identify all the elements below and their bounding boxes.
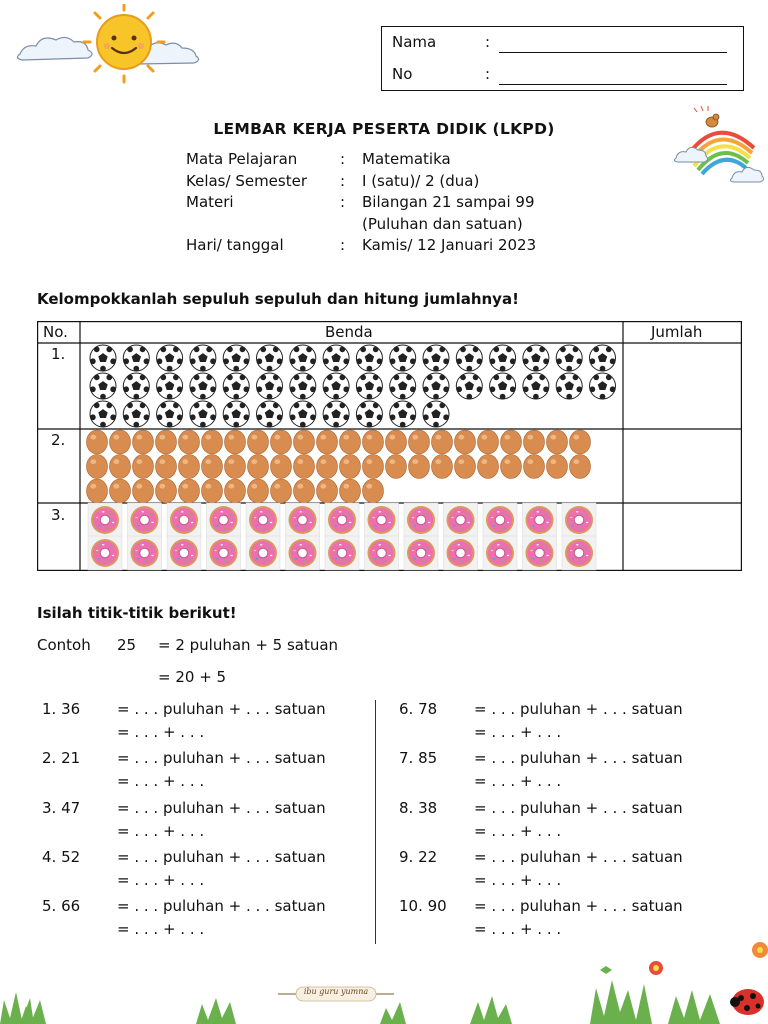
donut-icon [88, 503, 122, 537]
egg-icon [271, 479, 292, 503]
no-colon: : [485, 65, 491, 83]
soccer-ball-icon [556, 373, 582, 400]
material-value-2: (Puluhan dan satuan) [362, 215, 523, 233]
egg-icon [547, 430, 568, 454]
soccer-ball-icon [423, 401, 449, 428]
soccer-ball-icon [556, 345, 582, 372]
soccer-ball-icon [356, 345, 382, 372]
soccer-ball-icon [157, 373, 183, 400]
egg-icon [133, 455, 154, 479]
soccer-ball-icon [456, 345, 482, 372]
soccer-ball-icon [356, 401, 382, 428]
donut-icon [444, 536, 478, 570]
donut-icon [167, 503, 201, 537]
donut-icon [325, 536, 359, 570]
donut-icon [207, 503, 241, 537]
name-colon: : [485, 33, 491, 51]
subject-label: Mata Pelajaran [186, 150, 298, 168]
soccer-ball-icon [157, 401, 183, 428]
header-object: Benda [325, 323, 373, 341]
soccer-ball-icon [423, 373, 449, 400]
exercise-number: 1. 36 [42, 700, 81, 718]
egg-icon [156, 455, 177, 479]
egg-icon [110, 455, 131, 479]
example-line1: = 2 puluhan + 5 satuan [158, 636, 339, 654]
exercise-sum-blank[interactable]: = . . . + . . . [474, 723, 562, 741]
egg-icon [179, 479, 200, 503]
donut-icon [523, 536, 557, 570]
soccer-ball-icon [523, 345, 549, 372]
no-row [392, 65, 732, 87]
exercise-number: 9. 22 [399, 848, 438, 866]
donut-icon [365, 503, 399, 537]
donut-icon [128, 536, 162, 570]
name-field[interactable] [499, 52, 727, 53]
egg-icon [432, 455, 453, 479]
egg-icon [524, 430, 545, 454]
exercise-number: 5. 66 [42, 897, 81, 915]
egg-icon [202, 479, 223, 503]
egg-icon [317, 430, 338, 454]
soccer-ball-icon [390, 401, 416, 428]
egg-icon [225, 479, 246, 503]
soccer-ball-icon [257, 373, 283, 400]
subject-colon: : [340, 150, 346, 168]
footer-grass-decoration [0, 940, 768, 1024]
soccer-ball-icon [390, 345, 416, 372]
egg-icon [363, 479, 384, 503]
donut-icon [483, 536, 517, 570]
exercise-number: 7. 85 [399, 749, 438, 767]
soccer-ball-icon [223, 345, 249, 372]
exercise-sum-blank[interactable]: = . . . + . . . [117, 772, 205, 790]
exercise-sum-blank[interactable]: = . . . + . . . [117, 822, 205, 840]
soccer-ball-icon [323, 373, 349, 400]
name-label: Nama [392, 33, 437, 51]
row2-no: 2. [51, 431, 66, 449]
soccer-ball-icon [456, 373, 482, 400]
soccer-ball-icon [323, 401, 349, 428]
donut-icon [325, 503, 359, 537]
exercise-sum-blank[interactable]: = . . . + . . . [474, 772, 562, 790]
egg-icon [570, 455, 591, 479]
egg-icon [156, 430, 177, 454]
egg-icon [409, 455, 430, 479]
donut-icon [562, 503, 596, 537]
egg-icon [110, 479, 131, 503]
egg-icon [179, 455, 200, 479]
soccer-ball-icon [390, 373, 416, 400]
soccer-ball-icon [290, 345, 316, 372]
exercise-sum-blank[interactable]: = . . . + . . . [117, 723, 205, 741]
donut-icon [207, 536, 241, 570]
exercise-tens-ones-blank[interactable]: = . . . puluhan + . . . satuan [474, 848, 683, 866]
egg-icon [386, 430, 407, 454]
class-label: Kelas/ Semester [186, 172, 307, 190]
egg-icon [271, 430, 292, 454]
egg-icon [156, 479, 177, 503]
signature-badge [278, 986, 394, 1002]
egg-icon [317, 479, 338, 503]
egg-icon [340, 479, 361, 503]
exercise-tens-ones-blank[interactable]: = . . . puluhan + . . . satuan [117, 749, 326, 767]
soccer-ball-icon [323, 345, 349, 372]
date-label: Hari/ tanggal [186, 236, 284, 254]
soccer-ball-icon [123, 345, 149, 372]
soccer-ball-icon [123, 401, 149, 428]
egg-icon [202, 430, 223, 454]
example-number: 25 [117, 636, 137, 654]
signature-text: ibu guru yumna [303, 987, 369, 996]
donut-icon [404, 503, 438, 537]
flower-icon [600, 942, 768, 975]
egg-icon [340, 455, 361, 479]
soccer-ball-icon [423, 345, 449, 372]
egg-icon [501, 430, 522, 454]
donut-icon [167, 536, 201, 570]
student-info-box [381, 26, 744, 91]
egg-icon [248, 455, 269, 479]
exercise-number: 2. 21 [42, 749, 81, 767]
subject-value: Matematika [362, 150, 451, 168]
soccer-ball-icon [523, 373, 549, 400]
no-label: No [392, 65, 413, 83]
example-label: Contoh [37, 636, 91, 654]
egg-icon [386, 455, 407, 479]
donut-icon [365, 536, 399, 570]
row3-no: 3. [51, 506, 66, 524]
soccer-ball-icon [590, 373, 616, 400]
egg-icon [110, 430, 131, 454]
donut-icon [562, 536, 596, 570]
soccer-ball-icon [90, 373, 116, 400]
donut-icon [444, 503, 478, 537]
exercise-sum-blank[interactable]: = . . . + . . . [474, 920, 562, 938]
egg-icon [202, 455, 223, 479]
egg-icon [294, 430, 315, 454]
donut-icon [483, 503, 517, 537]
donut-icon [128, 503, 162, 537]
exercise-tens-ones-blank[interactable]: = . . . puluhan + . . . satuan [474, 897, 683, 915]
soccer-ball-icon [257, 401, 283, 428]
exercise-number: 6. 78 [399, 700, 438, 718]
header-count: Jumlah [651, 323, 703, 341]
egg-icon [179, 430, 200, 454]
rainbow-icon [668, 100, 768, 195]
exercise-tens-ones-blank[interactable]: = . . . puluhan + . . . satuan [474, 749, 683, 767]
soccer-ball-icon [490, 345, 516, 372]
class-colon: : [340, 172, 346, 190]
egg-icon [570, 430, 591, 454]
exercise-sum-blank[interactable]: = . . . + . . . [117, 920, 205, 938]
exercise-tens-ones-blank[interactable]: = . . . puluhan + . . . satuan [474, 799, 683, 817]
row1-no: 1. [51, 345, 66, 363]
egg-icon [87, 430, 108, 454]
material-value-1: Bilangan 21 sampai 99 [362, 193, 535, 211]
egg-icon [340, 430, 361, 454]
egg-icon [524, 455, 545, 479]
egg-icon [133, 430, 154, 454]
exercise-number: 8. 38 [399, 799, 438, 817]
soccer-ball-icon [223, 373, 249, 400]
section1-instruction: Kelompokkanlah sepuluh sepuluh dan hitung jumlahnya! [37, 290, 519, 308]
egg-icon [225, 430, 246, 454]
column-divider [375, 700, 376, 944]
exercise-tens-ones-blank[interactable]: = . . . puluhan + . . . satuan [117, 799, 326, 817]
date-value: Kamis/ 12 Januari 2023 [362, 236, 537, 254]
donut-icon [286, 536, 320, 570]
example-line2: = 20 + 5 [158, 668, 227, 686]
soccer-ball-icon [190, 345, 216, 372]
egg-icon [363, 430, 384, 454]
egg-icon [294, 455, 315, 479]
egg-icon [455, 430, 476, 454]
donut-icon [246, 536, 280, 570]
soccer-ball-icon [157, 345, 183, 372]
egg-icon [248, 479, 269, 503]
egg-icon [478, 455, 499, 479]
soccer-ball-icon [190, 373, 216, 400]
exercise-number: 3. 47 [42, 799, 81, 817]
sun-icon [84, 4, 164, 82]
egg-icon [317, 455, 338, 479]
egg-icon [87, 479, 108, 503]
soccer-ball-icon [123, 373, 149, 400]
exercise-number: 10. 90 [399, 897, 447, 915]
exercise-number: 4. 52 [42, 848, 81, 866]
exercise-tens-ones-blank[interactable]: = . . . puluhan + . . . satuan [117, 897, 326, 915]
exercise-sum-blank[interactable]: = . . . + . . . [474, 822, 562, 840]
egg-icon [432, 430, 453, 454]
donut-icon [523, 503, 557, 537]
exercise-sum-blank[interactable]: = . . . + . . . [474, 871, 562, 889]
soccer-ball-icon [190, 401, 216, 428]
ladybug-icon [730, 989, 764, 1015]
exercise-tens-ones-blank[interactable]: = . . . puluhan + . . . satuan [117, 700, 326, 718]
egg-icon [271, 455, 292, 479]
soccer-ball-icon [490, 373, 516, 400]
soccer-ball-icon [290, 373, 316, 400]
no-field[interactable] [499, 84, 727, 85]
egg-icon [478, 430, 499, 454]
egg-icon [547, 455, 568, 479]
exercise-sum-blank[interactable]: = . . . + . . . [117, 871, 205, 889]
header-no: No. [43, 323, 68, 341]
egg-icon [133, 479, 154, 503]
worksheet-title: LEMBAR KERJA PESERTA DIDIK (LKPD) [213, 120, 555, 138]
material-label: Materi [186, 193, 234, 211]
soccer-ball-icon [257, 345, 283, 372]
soccer-ball-icon [356, 373, 382, 400]
date-colon: : [340, 236, 346, 254]
name-row [392, 33, 732, 55]
donut-icon [246, 503, 280, 537]
egg-icon [248, 430, 269, 454]
soccer-ball-icon [223, 401, 249, 428]
exercise-tens-ones-blank[interactable]: = . . . puluhan + . . . satuan [117, 848, 326, 866]
donut-icon [286, 503, 320, 537]
donut-icon [404, 536, 438, 570]
egg-icon [294, 479, 315, 503]
section2-instruction: Isilah titik-titik berikut! [37, 604, 237, 622]
egg-icon [363, 455, 384, 479]
egg-icon [409, 430, 430, 454]
exercise-tens-ones-blank[interactable]: = . . . puluhan + . . . satuan [474, 700, 683, 718]
soccer-ball-icon [90, 401, 116, 428]
donut-icon [88, 536, 122, 570]
soccer-ball-icon [590, 345, 616, 372]
egg-icon [225, 455, 246, 479]
sun-cloud-decoration [14, 4, 224, 84]
egg-icon [455, 455, 476, 479]
egg-icon [87, 455, 108, 479]
egg-icon [501, 455, 522, 479]
soccer-ball-icon [290, 401, 316, 428]
soccer-ball-icon [90, 345, 116, 372]
material-colon: : [340, 193, 346, 211]
objects-table [37, 321, 742, 571]
objects-layer [37, 321, 742, 571]
class-value: I (satu)/ 2 (dua) [362, 172, 480, 190]
